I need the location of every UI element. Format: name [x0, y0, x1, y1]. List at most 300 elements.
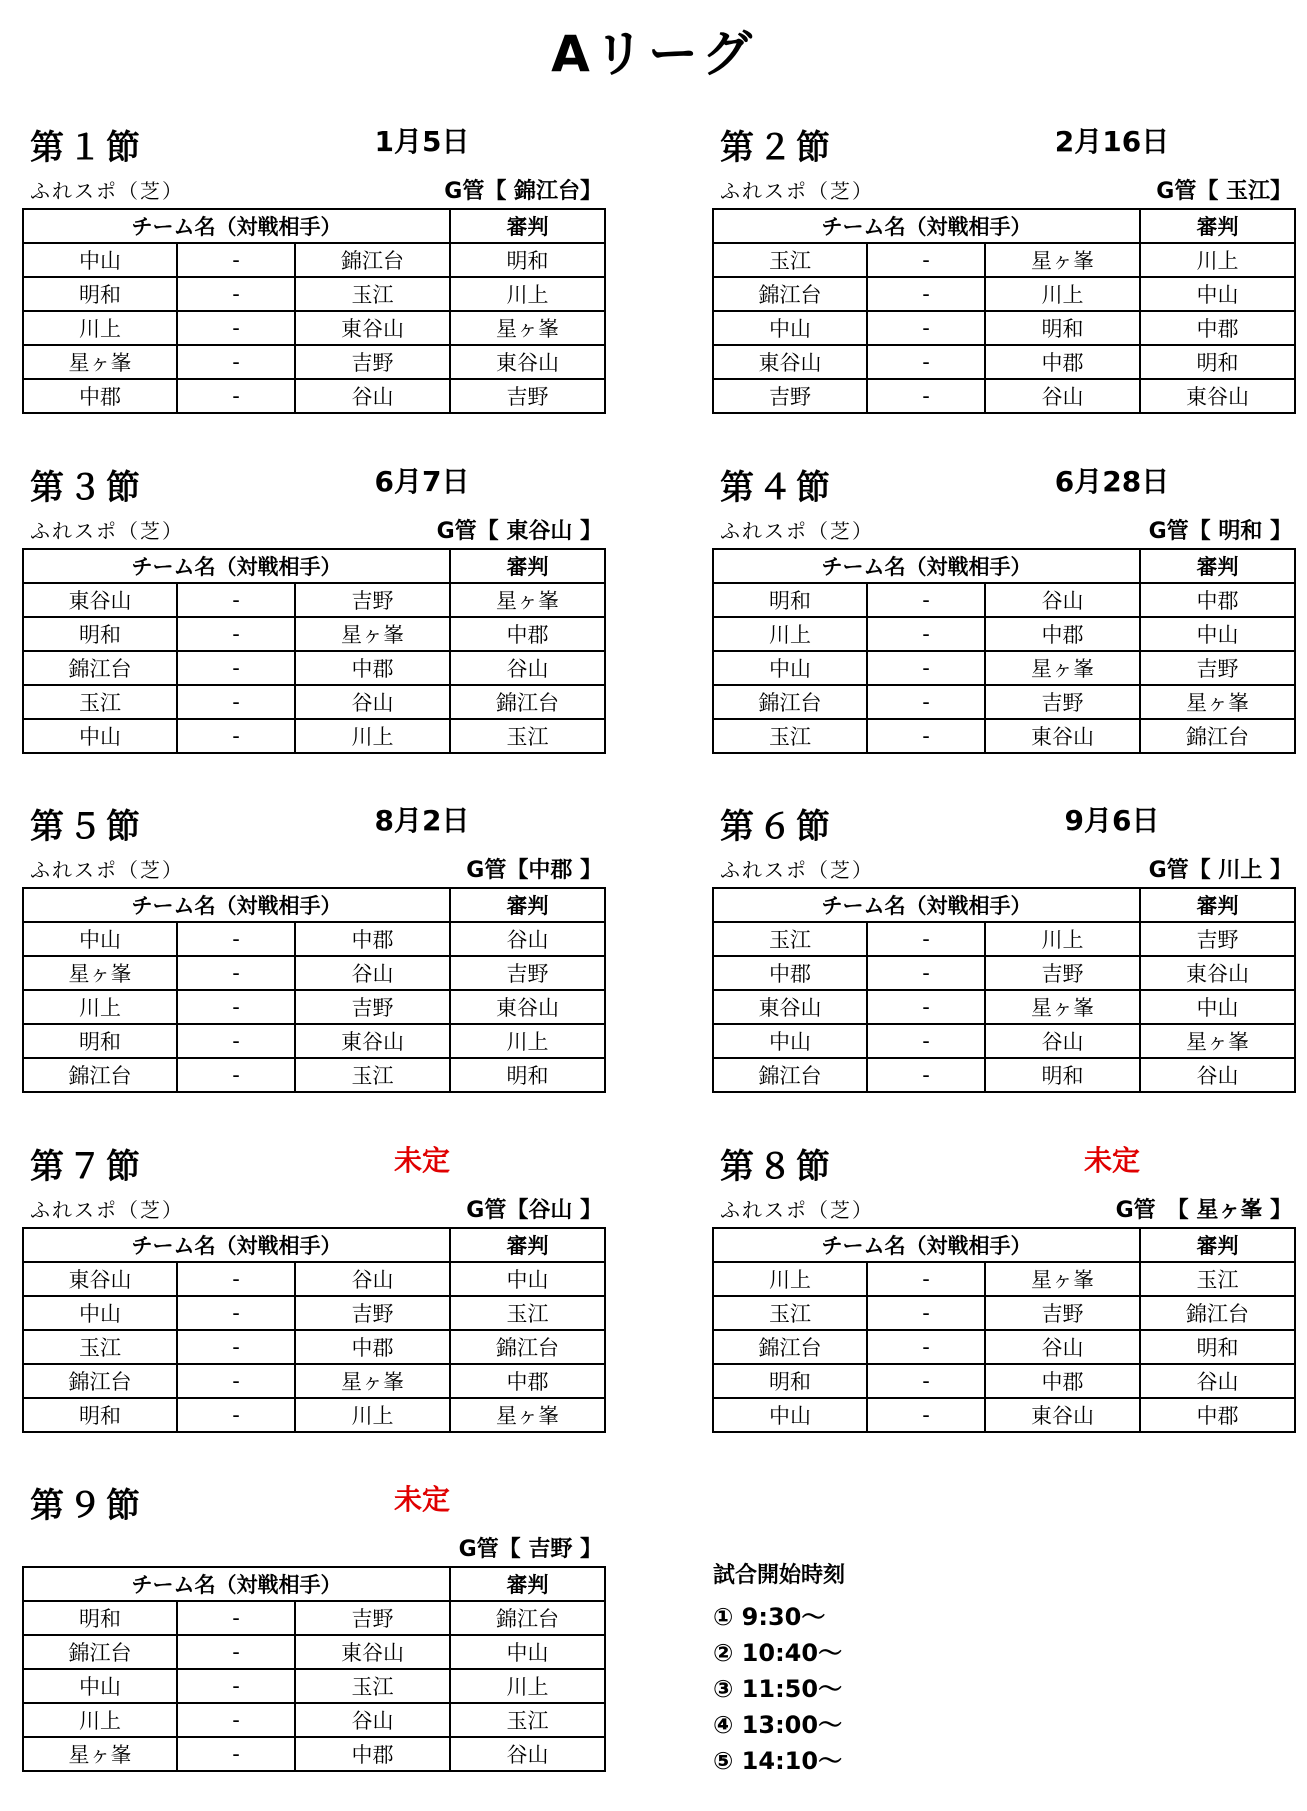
versus-dash: -: [177, 1330, 295, 1364]
away-team: 吉野: [295, 990, 450, 1024]
referee-header: 審判: [450, 549, 605, 583]
teams-header: チーム名（対戦相手）: [23, 209, 450, 243]
referee-team: 川上: [450, 1024, 605, 1058]
referee-header: 審判: [1140, 549, 1295, 583]
referee-team: 星ヶ峯: [450, 583, 605, 617]
versus-dash: -: [177, 311, 295, 345]
venue-label: ふれスポ（芝）: [30, 858, 184, 882]
teams-header: チーム名（対戦相手）: [23, 1228, 450, 1262]
away-team: 吉野: [295, 1601, 450, 1635]
table-row: [23, 379, 605, 413]
ground-manager: G管【 明和 】: [1148, 519, 1292, 544]
table-header-row: [23, 1567, 605, 1601]
referee-team: 谷山: [1140, 1364, 1295, 1398]
teams-header: チーム名（対戦相手）: [23, 888, 450, 922]
table-row: [23, 719, 605, 753]
table-row: [713, 922, 1295, 956]
versus-dash: -: [867, 1024, 985, 1058]
referee-team: 中郡: [1140, 583, 1295, 617]
versus-dash: -: [867, 651, 985, 685]
round-title: 第８節: [720, 1147, 834, 1187]
round-block: [712, 787, 1307, 1107]
home-team: 東谷山: [713, 990, 867, 1024]
ground-manager: G管【 玉江】: [1156, 179, 1292, 204]
round-date: 6月28日: [1054, 465, 1170, 498]
away-team: 中郡: [295, 651, 450, 685]
home-team: 中山: [23, 1669, 177, 1703]
away-team: 吉野: [985, 956, 1140, 990]
away-team: 東谷山: [295, 1024, 450, 1058]
home-team: 明和: [713, 583, 867, 617]
referee-team: 川上: [450, 277, 605, 311]
round-block: [22, 1127, 622, 1447]
round-date: 未定: [393, 1144, 450, 1177]
away-team: 谷山: [295, 685, 450, 719]
ground-manager: G管【 川上 】: [1148, 858, 1292, 883]
home-team: 錦江台: [713, 685, 867, 719]
home-team: 玉江: [713, 243, 867, 277]
away-team: 中郡: [295, 1737, 450, 1771]
home-team: 川上: [713, 617, 867, 651]
table-row: [23, 1058, 605, 1092]
referee-team: 吉野: [1140, 651, 1295, 685]
home-team: 星ヶ峯: [23, 1737, 177, 1771]
teams-header: チーム名（対戦相手）: [713, 209, 1140, 243]
versus-dash: -: [867, 277, 985, 311]
table-row: [713, 617, 1295, 651]
home-team: 明和: [23, 277, 177, 311]
versus-dash: -: [867, 1398, 985, 1432]
home-team: 吉野: [713, 379, 867, 413]
table-row: [713, 243, 1295, 277]
referee-team: 中山: [1140, 617, 1295, 651]
home-team: 錦江台: [23, 1635, 177, 1669]
ground-manager: G管【 東谷山 】: [436, 519, 602, 544]
away-team: 玉江: [295, 1058, 450, 1092]
away-team: 谷山: [985, 1330, 1140, 1364]
round-date: 未定: [1083, 1144, 1140, 1177]
home-team: 錦江台: [23, 1364, 177, 1398]
table-header-row: [713, 888, 1295, 922]
referee-team: 錦江台: [450, 685, 605, 719]
home-team: 錦江台: [713, 1058, 867, 1092]
away-team: 星ヶ峯: [295, 1364, 450, 1398]
table-row: [23, 617, 605, 651]
match-table: [712, 208, 1296, 414]
table-row: [23, 243, 605, 277]
teams-header: チーム名（対戦相手）: [23, 1567, 450, 1601]
away-team: 谷山: [985, 583, 1140, 617]
away-team: 吉野: [295, 345, 450, 379]
away-team: 谷山: [295, 1703, 450, 1737]
teams-header: チーム名（対戦相手）: [713, 1228, 1140, 1262]
referee-team: 谷山: [450, 651, 605, 685]
table-row: [23, 1262, 605, 1296]
match-table: [22, 1227, 606, 1433]
versus-dash: -: [177, 1703, 295, 1737]
table-row: [713, 345, 1295, 379]
versus-dash: -: [177, 1262, 295, 1296]
versus-dash: -: [177, 1601, 295, 1635]
referee-header: 審判: [450, 1228, 605, 1262]
away-team: 川上: [295, 719, 450, 753]
versus-dash: -: [867, 719, 985, 753]
versus-dash: -: [177, 1737, 295, 1771]
away-team: 谷山: [295, 1262, 450, 1296]
versus-dash: -: [867, 1296, 985, 1330]
start-times: [713, 1558, 845, 1779]
table-header-row: [713, 549, 1295, 583]
home-team: 玉江: [713, 1296, 867, 1330]
table-row: [23, 956, 605, 990]
table-row: [23, 922, 605, 956]
away-team: 星ヶ峯: [295, 617, 450, 651]
away-team: 明和: [985, 1058, 1140, 1092]
table-row: [23, 685, 605, 719]
referee-team: 中山: [450, 1635, 605, 1669]
referee-team: 吉野: [1140, 922, 1295, 956]
table-row: [713, 719, 1295, 753]
referee-team: 中郡: [1140, 1398, 1295, 1432]
table-row: [713, 956, 1295, 990]
versus-dash: -: [867, 1364, 985, 1398]
round-block: [712, 1127, 1307, 1447]
home-team: 中山: [713, 311, 867, 345]
start-time-item: ① 9:30～: [713, 1603, 826, 1631]
round-date: 6月7日: [374, 465, 470, 498]
referee-team: 玉江: [450, 1296, 605, 1330]
referee-team: 明和: [450, 1058, 605, 1092]
home-team: 川上: [23, 311, 177, 345]
versus-dash: -: [177, 990, 295, 1024]
ground-manager: G管【谷山 】: [466, 1198, 602, 1223]
versus-dash: -: [867, 990, 985, 1024]
table-header-row: [23, 549, 605, 583]
versus-dash: -: [177, 922, 295, 956]
away-team: 吉野: [985, 1296, 1140, 1330]
versus-dash: -: [867, 1330, 985, 1364]
away-team: 星ヶ峯: [985, 651, 1140, 685]
round-title: 第１節: [30, 128, 144, 168]
venue-label: ふれスポ（芝）: [720, 179, 874, 203]
page-title: Aリーグ: [551, 25, 756, 83]
referee-team: 明和: [450, 243, 605, 277]
table-row: [713, 1058, 1295, 1092]
round-block: [22, 108, 622, 428]
table-row: [23, 311, 605, 345]
home-team: 中山: [23, 243, 177, 277]
round-block: [712, 448, 1307, 768]
venue-label: ふれスポ（芝）: [30, 179, 184, 203]
ground-manager: G管 【 星ヶ峯 】: [1115, 1198, 1292, 1223]
home-team: 玉江: [23, 1330, 177, 1364]
table-header-row: [23, 209, 605, 243]
match-table: [22, 887, 606, 1093]
versus-dash: -: [177, 277, 295, 311]
table-row: [23, 1635, 605, 1669]
versus-dash: -: [177, 1024, 295, 1058]
versus-dash: -: [867, 379, 985, 413]
round-block: [22, 448, 622, 768]
home-team: 中山: [23, 719, 177, 753]
home-team: 明和: [23, 1398, 177, 1432]
ground-manager: G管【 吉野 】: [458, 1537, 602, 1562]
referee-team: 東谷山: [1140, 956, 1295, 990]
round-block: [22, 1466, 622, 1786]
table-row: [23, 1364, 605, 1398]
referee-team: 錦江台: [1140, 1296, 1295, 1330]
round-date: 9月6日: [1064, 804, 1160, 837]
home-team: 中山: [713, 1024, 867, 1058]
home-team: 錦江台: [713, 277, 867, 311]
referee-team: 谷山: [450, 1737, 605, 1771]
away-team: 中郡: [295, 922, 450, 956]
round-title: 第２節: [720, 128, 834, 168]
referee-header: 審判: [450, 209, 605, 243]
referee-team: 玉江: [450, 1703, 605, 1737]
round-date: 2月16日: [1054, 125, 1170, 158]
home-team: 東谷山: [23, 583, 177, 617]
teams-header: チーム名（対戦相手）: [23, 549, 450, 583]
referee-team: 星ヶ峯: [1140, 1024, 1295, 1058]
home-team: 明和: [23, 1601, 177, 1635]
table-row: [713, 1330, 1295, 1364]
home-team: 中山: [713, 651, 867, 685]
referee-team: 中山: [1140, 990, 1295, 1024]
table-row: [23, 345, 605, 379]
away-team: 東谷山: [985, 1398, 1140, 1432]
home-team: 東谷山: [713, 345, 867, 379]
match-table: [712, 887, 1296, 1093]
table-row: [713, 990, 1295, 1024]
referee-team: 川上: [450, 1669, 605, 1703]
home-team: 川上: [23, 990, 177, 1024]
round-date: 8月2日: [374, 804, 470, 837]
round-date: 1月5日: [374, 125, 470, 158]
referee-team: 川上: [1140, 243, 1295, 277]
versus-dash: -: [867, 617, 985, 651]
versus-dash: -: [867, 311, 985, 345]
table-header-row: [23, 888, 605, 922]
referee-team: 星ヶ峯: [1140, 685, 1295, 719]
versus-dash: -: [867, 922, 985, 956]
referee-team: 谷山: [1140, 1058, 1295, 1092]
referee-team: 玉江: [450, 719, 605, 753]
away-team: 星ヶ峯: [985, 1262, 1140, 1296]
referee-team: 谷山: [450, 922, 605, 956]
match-table: [22, 1566, 606, 1772]
venue-label: ふれスポ（芝）: [720, 858, 874, 882]
teams-header: チーム名（対戦相手）: [713, 888, 1140, 922]
ground-manager: G管【中郡 】: [466, 858, 602, 883]
table-row: [713, 685, 1295, 719]
round-title: 第４節: [720, 468, 834, 508]
venue-label: ふれスポ（芝）: [720, 1198, 874, 1222]
home-team: 中山: [23, 1296, 177, 1330]
referee-header: 審判: [1140, 209, 1295, 243]
home-team: 錦江台: [713, 1330, 867, 1364]
home-team: 錦江台: [23, 1058, 177, 1092]
match-table: [22, 208, 606, 414]
round-title: 第３節: [30, 468, 144, 508]
versus-dash: -: [867, 1058, 985, 1092]
table-row: [713, 1296, 1295, 1330]
match-table: [712, 548, 1296, 754]
home-team: 中郡: [713, 956, 867, 990]
table-row: [23, 1669, 605, 1703]
away-team: 中郡: [985, 1364, 1140, 1398]
home-team: 玉江: [23, 685, 177, 719]
away-team: 吉野: [985, 685, 1140, 719]
away-team: 谷山: [985, 1024, 1140, 1058]
table-row: [713, 1398, 1295, 1432]
referee-header: 審判: [450, 1567, 605, 1601]
table-row: [23, 990, 605, 1024]
round-title: 第６節: [720, 807, 834, 847]
referee-team: 玉江: [1140, 1262, 1295, 1296]
away-team: 中郡: [985, 345, 1140, 379]
away-team: 玉江: [295, 277, 450, 311]
table-header-row: [713, 209, 1295, 243]
referee-team: 中山: [1140, 277, 1295, 311]
start-time-item: ③ 11:50～: [713, 1675, 843, 1703]
versus-dash: -: [177, 1635, 295, 1669]
referee-team: 中山: [450, 1262, 605, 1296]
referee-header: 審判: [450, 888, 605, 922]
versus-dash: -: [177, 719, 295, 753]
match-table: [22, 548, 606, 754]
versus-dash: -: [177, 243, 295, 277]
table-row: [23, 277, 605, 311]
away-team: 中郡: [985, 617, 1140, 651]
referee-team: 東谷山: [450, 990, 605, 1024]
home-team: 川上: [713, 1262, 867, 1296]
versus-dash: -: [867, 1262, 985, 1296]
table-row: [713, 311, 1295, 345]
home-team: 玉江: [713, 719, 867, 753]
table-row: [23, 1024, 605, 1058]
referee-team: 明和: [1140, 345, 1295, 379]
versus-dash: -: [177, 345, 295, 379]
referee-team: 吉野: [450, 956, 605, 990]
referee-team: 東谷山: [1140, 379, 1295, 413]
round-date: 未定: [393, 1483, 450, 1516]
away-team: 谷山: [295, 956, 450, 990]
table-row: [23, 651, 605, 685]
table-header-row: [713, 1228, 1295, 1262]
table-row: [23, 583, 605, 617]
referee-team: 星ヶ峯: [450, 1398, 605, 1432]
home-team: 玉江: [713, 922, 867, 956]
table-row: [23, 1330, 605, 1364]
home-team: 東谷山: [23, 1262, 177, 1296]
home-team: 星ヶ峯: [23, 956, 177, 990]
table-row: [713, 1262, 1295, 1296]
versus-dash: -: [867, 685, 985, 719]
home-team: 明和: [23, 1024, 177, 1058]
table-row: [23, 1601, 605, 1635]
referee-team: 東谷山: [450, 345, 605, 379]
start-time-item: ⑤ 14:10～: [713, 1747, 843, 1775]
ground-manager: G管【 錦江台】: [444, 179, 602, 204]
round-block: [712, 108, 1307, 428]
referee-team: 錦江台: [450, 1601, 605, 1635]
start-times-title: 試合開始時刻: [713, 1563, 846, 1588]
table-header-row: [23, 1228, 605, 1262]
versus-dash: -: [867, 956, 985, 990]
referee-team: 吉野: [450, 379, 605, 413]
referee-team: 中郡: [450, 1364, 605, 1398]
home-team: 中山: [713, 1398, 867, 1432]
referee-team: 錦江台: [450, 1330, 605, 1364]
away-team: 東谷山: [295, 311, 450, 345]
venue-label: ふれスポ（芝）: [720, 519, 874, 543]
versus-dash: -: [867, 583, 985, 617]
away-team: 明和: [985, 311, 1140, 345]
table-row: [23, 1398, 605, 1432]
away-team: 吉野: [295, 583, 450, 617]
away-team: 星ヶ峯: [985, 243, 1140, 277]
round-title: 第９節: [30, 1486, 144, 1526]
versus-dash: -: [177, 1364, 295, 1398]
table-row: [713, 651, 1295, 685]
referee-team: 中郡: [1140, 311, 1295, 345]
away-team: 川上: [985, 922, 1140, 956]
start-time-item: ④ 13:00～: [713, 1711, 843, 1739]
versus-dash: -: [867, 243, 985, 277]
table-row: [713, 1364, 1295, 1398]
referee-header: 審判: [1140, 888, 1295, 922]
table-row: [713, 1024, 1295, 1058]
versus-dash: -: [177, 685, 295, 719]
versus-dash: -: [177, 379, 295, 413]
venue-label: ふれスポ（芝）: [30, 519, 184, 543]
away-team: 中郡: [295, 1330, 450, 1364]
table-row: [713, 277, 1295, 311]
match-table: [712, 1227, 1296, 1433]
away-team: 川上: [985, 277, 1140, 311]
home-team: 星ヶ峯: [23, 345, 177, 379]
versus-dash: -: [177, 583, 295, 617]
away-team: 川上: [295, 1398, 450, 1432]
versus-dash: -: [177, 1296, 295, 1330]
home-team: 明和: [713, 1364, 867, 1398]
away-team: 吉野: [295, 1296, 450, 1330]
away-team: 東谷山: [295, 1635, 450, 1669]
referee-header: 審判: [1140, 1228, 1295, 1262]
referee-team: 星ヶ峯: [450, 311, 605, 345]
table-row: [713, 583, 1295, 617]
table-row: [23, 1737, 605, 1771]
start-time-item: ② 10:40～: [713, 1639, 843, 1667]
versus-dash: -: [177, 1058, 295, 1092]
home-team: 中郡: [23, 379, 177, 413]
referee-team: 明和: [1140, 1330, 1295, 1364]
table-row: [23, 1703, 605, 1737]
versus-dash: -: [177, 1398, 295, 1432]
referee-team: 錦江台: [1140, 719, 1295, 753]
away-team: 谷山: [295, 379, 450, 413]
table-row: [23, 1296, 605, 1330]
away-team: 錦江台: [295, 243, 450, 277]
versus-dash: -: [867, 345, 985, 379]
versus-dash: -: [177, 617, 295, 651]
teams-header: チーム名（対戦相手）: [713, 549, 1140, 583]
table-row: [713, 379, 1295, 413]
versus-dash: -: [177, 956, 295, 990]
round-title: 第５節: [30, 807, 144, 847]
versus-dash: -: [177, 1669, 295, 1703]
